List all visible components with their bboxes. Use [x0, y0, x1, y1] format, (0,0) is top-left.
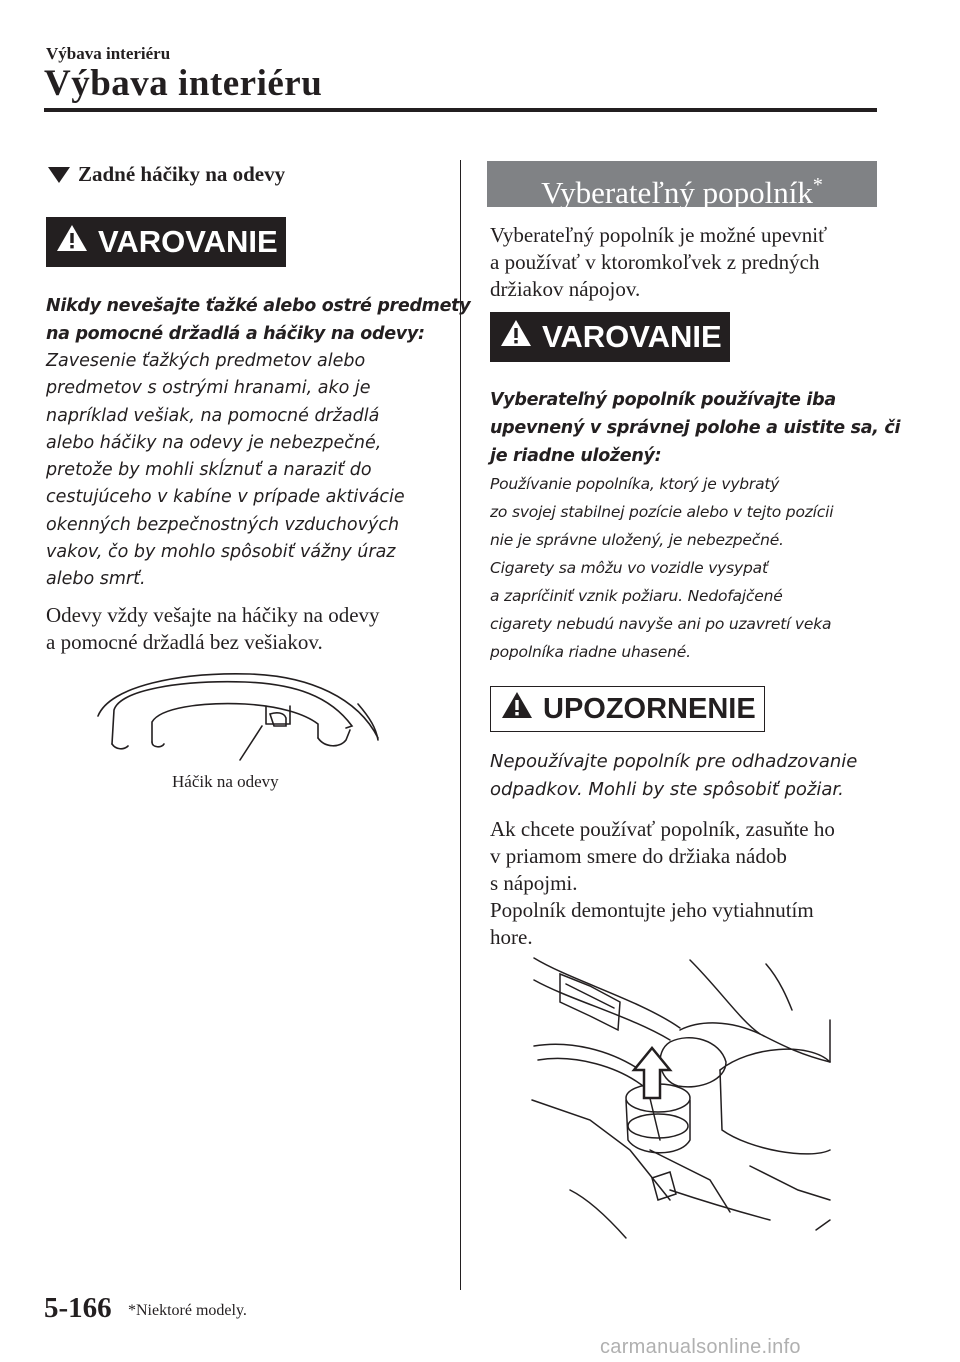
caution-badge	[490, 686, 765, 732]
warning-label: VAROVANIE	[98, 224, 278, 259]
warning-block	[490, 386, 900, 666]
warning-bold-line: upevnený v správnej polohe a uistite sa, či	[490, 418, 901, 438]
warning-body-line: alebo smrť.	[46, 569, 146, 590]
warning-bold-line: Nikdy nevešajte ťažké alebo ostré predmety	[46, 296, 471, 316]
hook-instructions	[46, 602, 380, 656]
footnote: *Niektoré modely.	[128, 1302, 247, 1319]
page-title: Výbava interiéru	[44, 63, 323, 104]
body-line: a pomocné držadlá bez vešiakov.	[46, 630, 323, 654]
ashtray-intro	[490, 222, 827, 303]
warning-body-line: zo svojej stabilnej pozície alebo v tejto pozícii	[490, 503, 834, 521]
triangle-bullet-icon	[48, 167, 70, 183]
caution-line: odpadkov. Mohli by ste spôsobiť požiar.	[490, 779, 844, 800]
warning-label: VAROVANIE	[542, 319, 722, 354]
body-line: a používať v ktoromkoľvek z predných	[490, 250, 820, 274]
warning-triangle-icon	[500, 319, 532, 355]
warning-body-line: Používanie popolníka, ktorý je vybratý	[490, 475, 780, 493]
warning-body-line: Cigarety sa môžu vo vozidle vysypať	[490, 559, 768, 577]
warning-body-line: okenných bezpečnostných vzduchových	[46, 514, 400, 535]
ashtray-console-illustration	[530, 950, 840, 1240]
subheading-rear-hooks	[48, 162, 285, 187]
warning-badge	[490, 312, 730, 362]
warning-bold-line: Vyberateľný popolník používajte iba	[490, 390, 836, 410]
warning-body-line: nie je správne uložený, je nebezpečné.	[490, 531, 784, 549]
body-line: Vyberateľný popolník je možné upevniť	[490, 223, 828, 247]
caution-block	[490, 748, 857, 804]
warning-triangle-icon	[56, 224, 88, 260]
warning-badge	[46, 217, 286, 267]
warning-body-line: predmetov s ostrými hranami, ako je	[46, 378, 371, 399]
figure-caption: Háčik na odevy	[172, 772, 279, 791]
body-line: s nápojmi.	[490, 871, 578, 895]
caution-triangle-icon	[501, 691, 533, 727]
body-line: Popolník demontujte jeho vytiahnutím	[490, 898, 814, 922]
warning-bold-line: je riadne uložený:	[490, 446, 662, 466]
subheading-text: Zadné háčiky na odevy	[78, 162, 286, 186]
warning-body-line: vakov, čo by mohlo spôsobiť vážny úraz	[46, 542, 396, 563]
warning-body-line: cigarety nebudú navyše ani po uzavretí veka	[490, 615, 832, 633]
ashtray-usage	[490, 816, 835, 951]
warning-bold-line: na pomocné držadlá a háčiky na odevy:	[46, 324, 425, 344]
warning-body-line: cestujúceho v kabíne v prípade aktivácie	[46, 487, 405, 508]
warning-body-line: Zavesenie ťažkých predmetov alebo	[46, 351, 366, 371]
warning-body-line: pretože by mohli skĺznuť a naraziť do	[46, 460, 372, 481]
pull-up-arrow-icon	[634, 1048, 670, 1098]
page-number: 5-166	[44, 1292, 112, 1324]
section-title-bar	[487, 161, 877, 210]
coat-hook-illustration	[90, 668, 390, 778]
caution-label: UPOZORNENIE	[543, 692, 756, 725]
body-line: hore.	[490, 925, 533, 949]
warning-body-line: popolníka riadne uhasené.	[490, 643, 691, 661]
watermark: carmanualsonline.info	[600, 1336, 801, 1358]
warning-body-line: napríklad vešiak, na pomocné držadlá	[46, 405, 380, 426]
body-line: v priamom smere do držiaka nádob	[490, 844, 787, 868]
breadcrumb: Výbava interiéru	[46, 44, 171, 63]
header-divider	[44, 108, 877, 112]
optional-asterisk: *	[812, 174, 823, 196]
body-line: držiakov nápojov.	[490, 277, 641, 301]
warning-body-line: a zapríčiniť vznik požiaru. Nedofajčené	[490, 587, 783, 605]
caution-line: Nepoužívajte popolník pre odhadzovanie	[490, 751, 858, 772]
body-line: Odevy vždy vešajte na háčiky na odevy	[46, 603, 380, 627]
warning-body-line: alebo háčiky na odevy je nebezpečné,	[46, 432, 382, 453]
warning-block	[46, 292, 470, 594]
body-line: Ak chcete používať popolník, zasuňte ho	[490, 817, 835, 841]
section-title: Vyberateľný popolník	[541, 175, 813, 210]
